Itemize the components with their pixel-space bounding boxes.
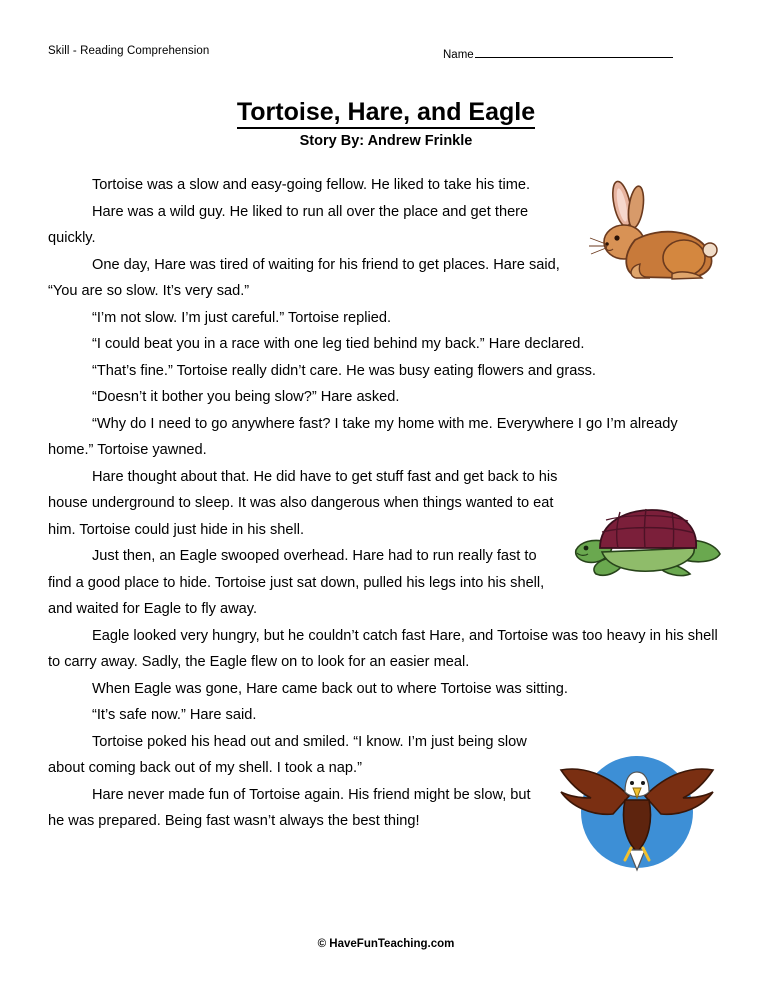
footer-copyright: © HaveFunTeaching.com — [317, 938, 455, 950]
name-input-line[interactable] — [475, 45, 673, 58]
story-paragraph: “I’m not slow. I’m just careful.” Tortoise replied. — [92, 309, 392, 326]
story-paragraph: “Why do I need to go anywhere fast? I take my home with me. Everywhere I go I’m already home.” Tortoise yawned. — [48, 415, 678, 458]
story-paragraph: Tortoise was a slow and easy-going fellow. He liked to take his time. — [92, 177, 531, 193]
story-paragraph: Tortoise poked his head out and smiled. “I know. I’m just being slow about coming back out of my shell. I took a nap.” — [48, 733, 527, 776]
name-label-text: Name — [443, 49, 474, 61]
tortoise-float-spacer — [564, 468, 724, 572]
page-title-text: Tortoise, Hare, and Eagle — [237, 98, 535, 129]
name-field-label — [443, 45, 673, 61]
story-paragraph: Hare was a wild guy. He liked to run all over the place and get there quickly. — [48, 203, 529, 246]
story-paragraph: Hare thought about that. He did have to get stuff fast and get back to his house underground to sleep. It was also dangerous when things wanted to eat him. Tortoise could just hide in his shell. — [48, 468, 558, 538]
page-title — [0, 98, 772, 127]
story-paragraph: “It’s safe now.” Hare said. — [92, 707, 257, 723]
eagle-float-spacer — [546, 741, 724, 871]
hare-float-spacer — [562, 172, 724, 294]
worksheet-header — [0, 45, 772, 69]
skill-label: Skill - Reading Comprehension — [48, 45, 210, 57]
story-paragraph: Eagle looked very hungry, but he couldn’t catch fast Hare, and Tortoise was too heavy in his shell to carry away. Sadly, the Eagle flew on to look for an easier meal. — [48, 627, 718, 670]
byline: Story By: Andrew Frinkle — [299, 133, 473, 149]
story-body — [48, 172, 724, 871]
story-paragraph: “I could beat you in a race with one leg tied behind my back.” Hare declared. — [92, 336, 585, 352]
story-paragraph: Just then, an Eagle swooped overhead. Hare had to run really fast to find a good place to hide. Tortoise just sat down, pulled his legs into his shell, and waited for Eagle to fly away. — [48, 548, 545, 617]
story-paragraph: “That’s fine.” Tortoise really didn’t care. He was busy eating flowers and grass. — [92, 362, 596, 379]
story-paragraph: When Eagle was gone, Hare came back out to where Tortoise was sitting. — [92, 680, 568, 697]
story-paragraph: Hare never made fun of Tortoise again. His friend might be slow, but he was prepared. Being fast wasn’t always the best thing! — [48, 786, 531, 829]
story-paragraph: “Doesn’t it bother you being slow?” Hare asked. — [92, 389, 400, 405]
story-paragraph: One day, Hare was tired of waiting for his friend to get places. Hare said, “You are so slow. It’s very sad.” — [48, 256, 560, 299]
